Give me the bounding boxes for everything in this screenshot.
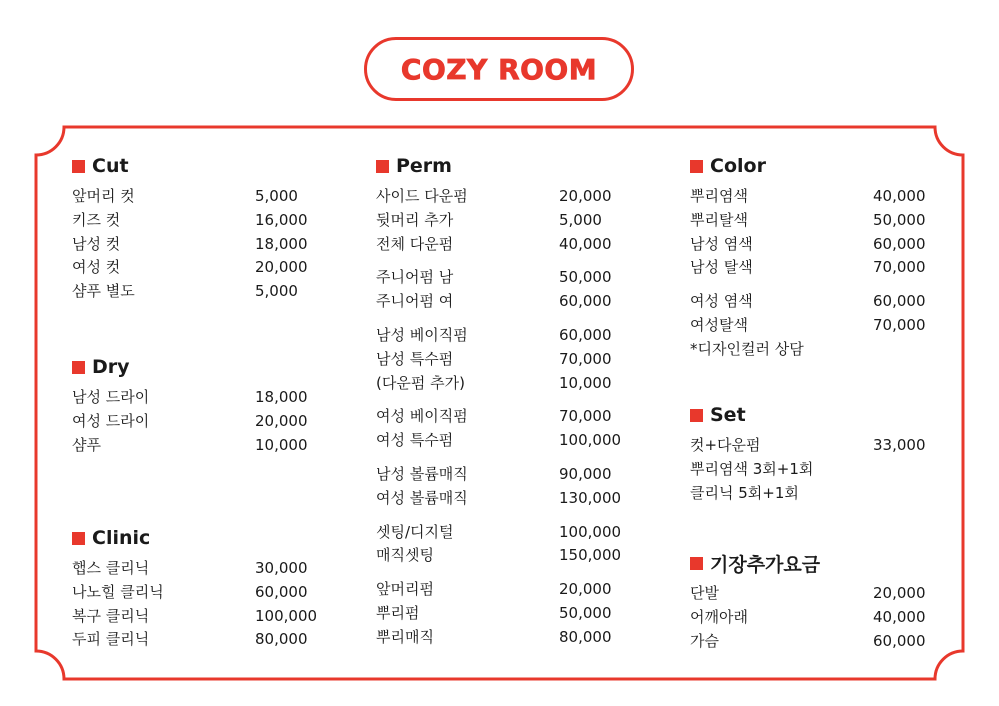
item-price: 5,000: [559, 210, 602, 229]
list-item: [376, 185, 646, 209]
list-item: [72, 233, 332, 257]
list-item: [72, 605, 332, 629]
item-price: 20,000: [873, 584, 926, 602]
item-name: 뿌리염색: [690, 187, 748, 205]
list-item: [376, 324, 646, 348]
section-title: 기장추가요금: [710, 553, 821, 576]
item-price: 70,000: [873, 315, 926, 334]
item-name: 어깨아래: [690, 607, 748, 626]
item-name: 클리닉 5회+1회: [690, 483, 799, 502]
item-name: 복구 클리닉: [72, 606, 150, 625]
list-item: [72, 386, 332, 410]
list-item: [72, 628, 332, 652]
item-name: 두피 클리닉: [72, 630, 150, 649]
item-name: 남성 특수펌: [376, 349, 454, 368]
item-name: 남성 염색: [690, 234, 753, 253]
item-name: 단발: [690, 584, 719, 602]
list-item: [376, 405, 646, 429]
list-item: [690, 290, 950, 314]
item-price: 80,000: [255, 630, 308, 649]
section-length-surcharge: [690, 551, 950, 653]
item-price: 60,000: [559, 292, 612, 311]
item-name: 여성탈색: [690, 315, 748, 334]
item-price: 16,000: [255, 210, 308, 229]
note-item: [690, 338, 950, 362]
item-name: 여성 볼륨매직: [376, 488, 468, 507]
item-price: 100,000: [559, 431, 622, 450]
item-price: 60,000: [873, 234, 926, 253]
item-name: 남성 탈색: [690, 258, 753, 277]
bullet-square-icon: [72, 532, 85, 545]
list-item: [690, 582, 950, 606]
list-item: [376, 348, 646, 372]
item-price: 40,000: [873, 607, 926, 626]
list-item: [72, 209, 332, 233]
list-item: [376, 487, 646, 511]
bullet-square-icon: [690, 557, 703, 570]
section-title: Color: [710, 155, 766, 177]
list-item: [690, 458, 950, 482]
list-item: [690, 209, 950, 233]
item-name: 여성 특수펌: [376, 431, 454, 450]
list-item: [690, 314, 950, 338]
item-name: 여성 베이직펌: [376, 407, 468, 426]
item-name: 가슴: [690, 631, 719, 650]
item-name: 전체 다운펌: [376, 234, 454, 253]
item-price: 30,000: [255, 559, 308, 577]
item-name: 뿌리펌: [376, 603, 420, 622]
section-cut: [72, 154, 332, 304]
bullet-square-icon: [72, 361, 85, 374]
item-price: 33,000: [873, 436, 926, 454]
list-item: [690, 606, 950, 630]
item-name: 남성 드라이: [72, 388, 150, 406]
item-name: (다운펌 추가): [376, 373, 465, 392]
list-item: [376, 544, 646, 568]
item-name: 컷+다운펌: [690, 436, 761, 454]
item-price: 50,000: [873, 210, 926, 229]
item-price: 5,000: [255, 282, 298, 301]
item-price: 20,000: [559, 187, 612, 205]
item-name: 뿌리탈색: [690, 210, 748, 229]
item-price: 10,000: [559, 373, 612, 392]
list-item: [690, 482, 950, 506]
item-name: 앞머리 컷: [72, 187, 135, 205]
item-price: 100,000: [255, 606, 318, 625]
list-item: [72, 280, 332, 304]
bullet-square-icon: [690, 160, 703, 173]
item-name: 샴푸: [72, 435, 101, 454]
item-name: 남성 컷: [72, 234, 121, 253]
section-set: [690, 403, 950, 505]
list-item: [376, 233, 646, 257]
list-item: [72, 557, 332, 581]
list-item: [376, 521, 646, 545]
item-name: 주니어펌 여: [376, 292, 454, 311]
item-price: 70,000: [559, 407, 612, 426]
item-name: 남성 볼륨매직: [376, 464, 468, 483]
item-price: 40,000: [559, 234, 612, 253]
item-name: 사이드 다운펌: [376, 187, 468, 205]
item-name: 여성 드라이: [72, 411, 150, 430]
item-price: 60,000: [559, 325, 612, 344]
item-name: 남성 베이직펌: [376, 325, 468, 344]
section-title: Perm: [396, 155, 452, 177]
item-name: 나노힐 클리닉: [72, 582, 164, 601]
item-price: 20,000: [255, 258, 308, 277]
list-item: [72, 185, 332, 209]
item-price: 100,000: [559, 522, 622, 541]
title-badge: [364, 37, 634, 101]
list-item: [376, 463, 646, 487]
item-name: 키즈 컷: [72, 210, 121, 229]
section-dry: [72, 355, 332, 457]
item-price: 70,000: [559, 349, 612, 368]
item-price: 70,000: [873, 258, 926, 277]
section-perm: [376, 154, 646, 650]
item-name: 매직셋팅: [376, 546, 434, 565]
section-title: Cut: [92, 155, 129, 177]
list-item: [690, 434, 950, 458]
item-name: 햅스 클리닉: [72, 559, 150, 577]
item-price: 50,000: [559, 268, 612, 287]
bullet-square-icon: [72, 160, 85, 173]
bullet-square-icon: [690, 409, 703, 422]
item-price: 20,000: [255, 411, 308, 430]
item-price: 50,000: [559, 603, 612, 622]
item-name: 뒷머리 추가: [376, 210, 454, 229]
list-item: [72, 434, 332, 458]
list-item: [376, 209, 646, 233]
list-item: [72, 256, 332, 280]
list-item: [690, 233, 950, 257]
list-item: [376, 290, 646, 314]
item-note: *디자인컬러 상담: [690, 339, 804, 358]
list-item: [690, 185, 950, 209]
item-name: 여성 염색: [690, 292, 753, 311]
item-price: 60,000: [873, 631, 926, 650]
item-price: 18,000: [255, 234, 308, 253]
item-name: 셋팅/디지털: [376, 522, 454, 541]
item-name: 앞머리펌: [376, 580, 434, 599]
list-item: [690, 256, 950, 280]
item-name: 주니어펌 남: [376, 268, 454, 287]
item-price: 80,000: [559, 627, 612, 646]
item-price: 10,000: [255, 435, 308, 454]
section-title: Set: [710, 404, 746, 426]
item-name: 샴푸 별도: [72, 282, 135, 301]
list-item: [376, 372, 646, 396]
list-item: [376, 626, 646, 650]
item-price: 5,000: [255, 187, 298, 205]
item-price: 60,000: [255, 582, 308, 601]
item-price: 40,000: [873, 187, 926, 205]
list-item: [72, 581, 332, 605]
list-item: [376, 602, 646, 626]
section-color: [690, 154, 950, 362]
item-name: 뿌리염색 3회+1회: [690, 459, 814, 478]
page-title: COZY ROOM: [400, 52, 598, 86]
item-price: 60,000: [873, 292, 926, 311]
bullet-square-icon: [376, 160, 389, 173]
item-name: 여성 컷: [72, 258, 121, 277]
list-item: [376, 429, 646, 453]
item-price: 90,000: [559, 464, 612, 483]
item-price: 130,000: [559, 488, 622, 507]
item-price: 20,000: [559, 580, 612, 599]
item-name: 뿌리매직: [376, 627, 434, 646]
list-item: [376, 578, 646, 602]
item-price: 150,000: [559, 546, 622, 565]
section-clinic: [72, 526, 332, 652]
list-item: [72, 410, 332, 434]
section-title: Clinic: [92, 527, 151, 549]
list-item: [376, 266, 646, 290]
list-item: [690, 630, 950, 654]
item-price: 18,000: [255, 388, 308, 406]
section-title: Dry: [92, 356, 130, 378]
